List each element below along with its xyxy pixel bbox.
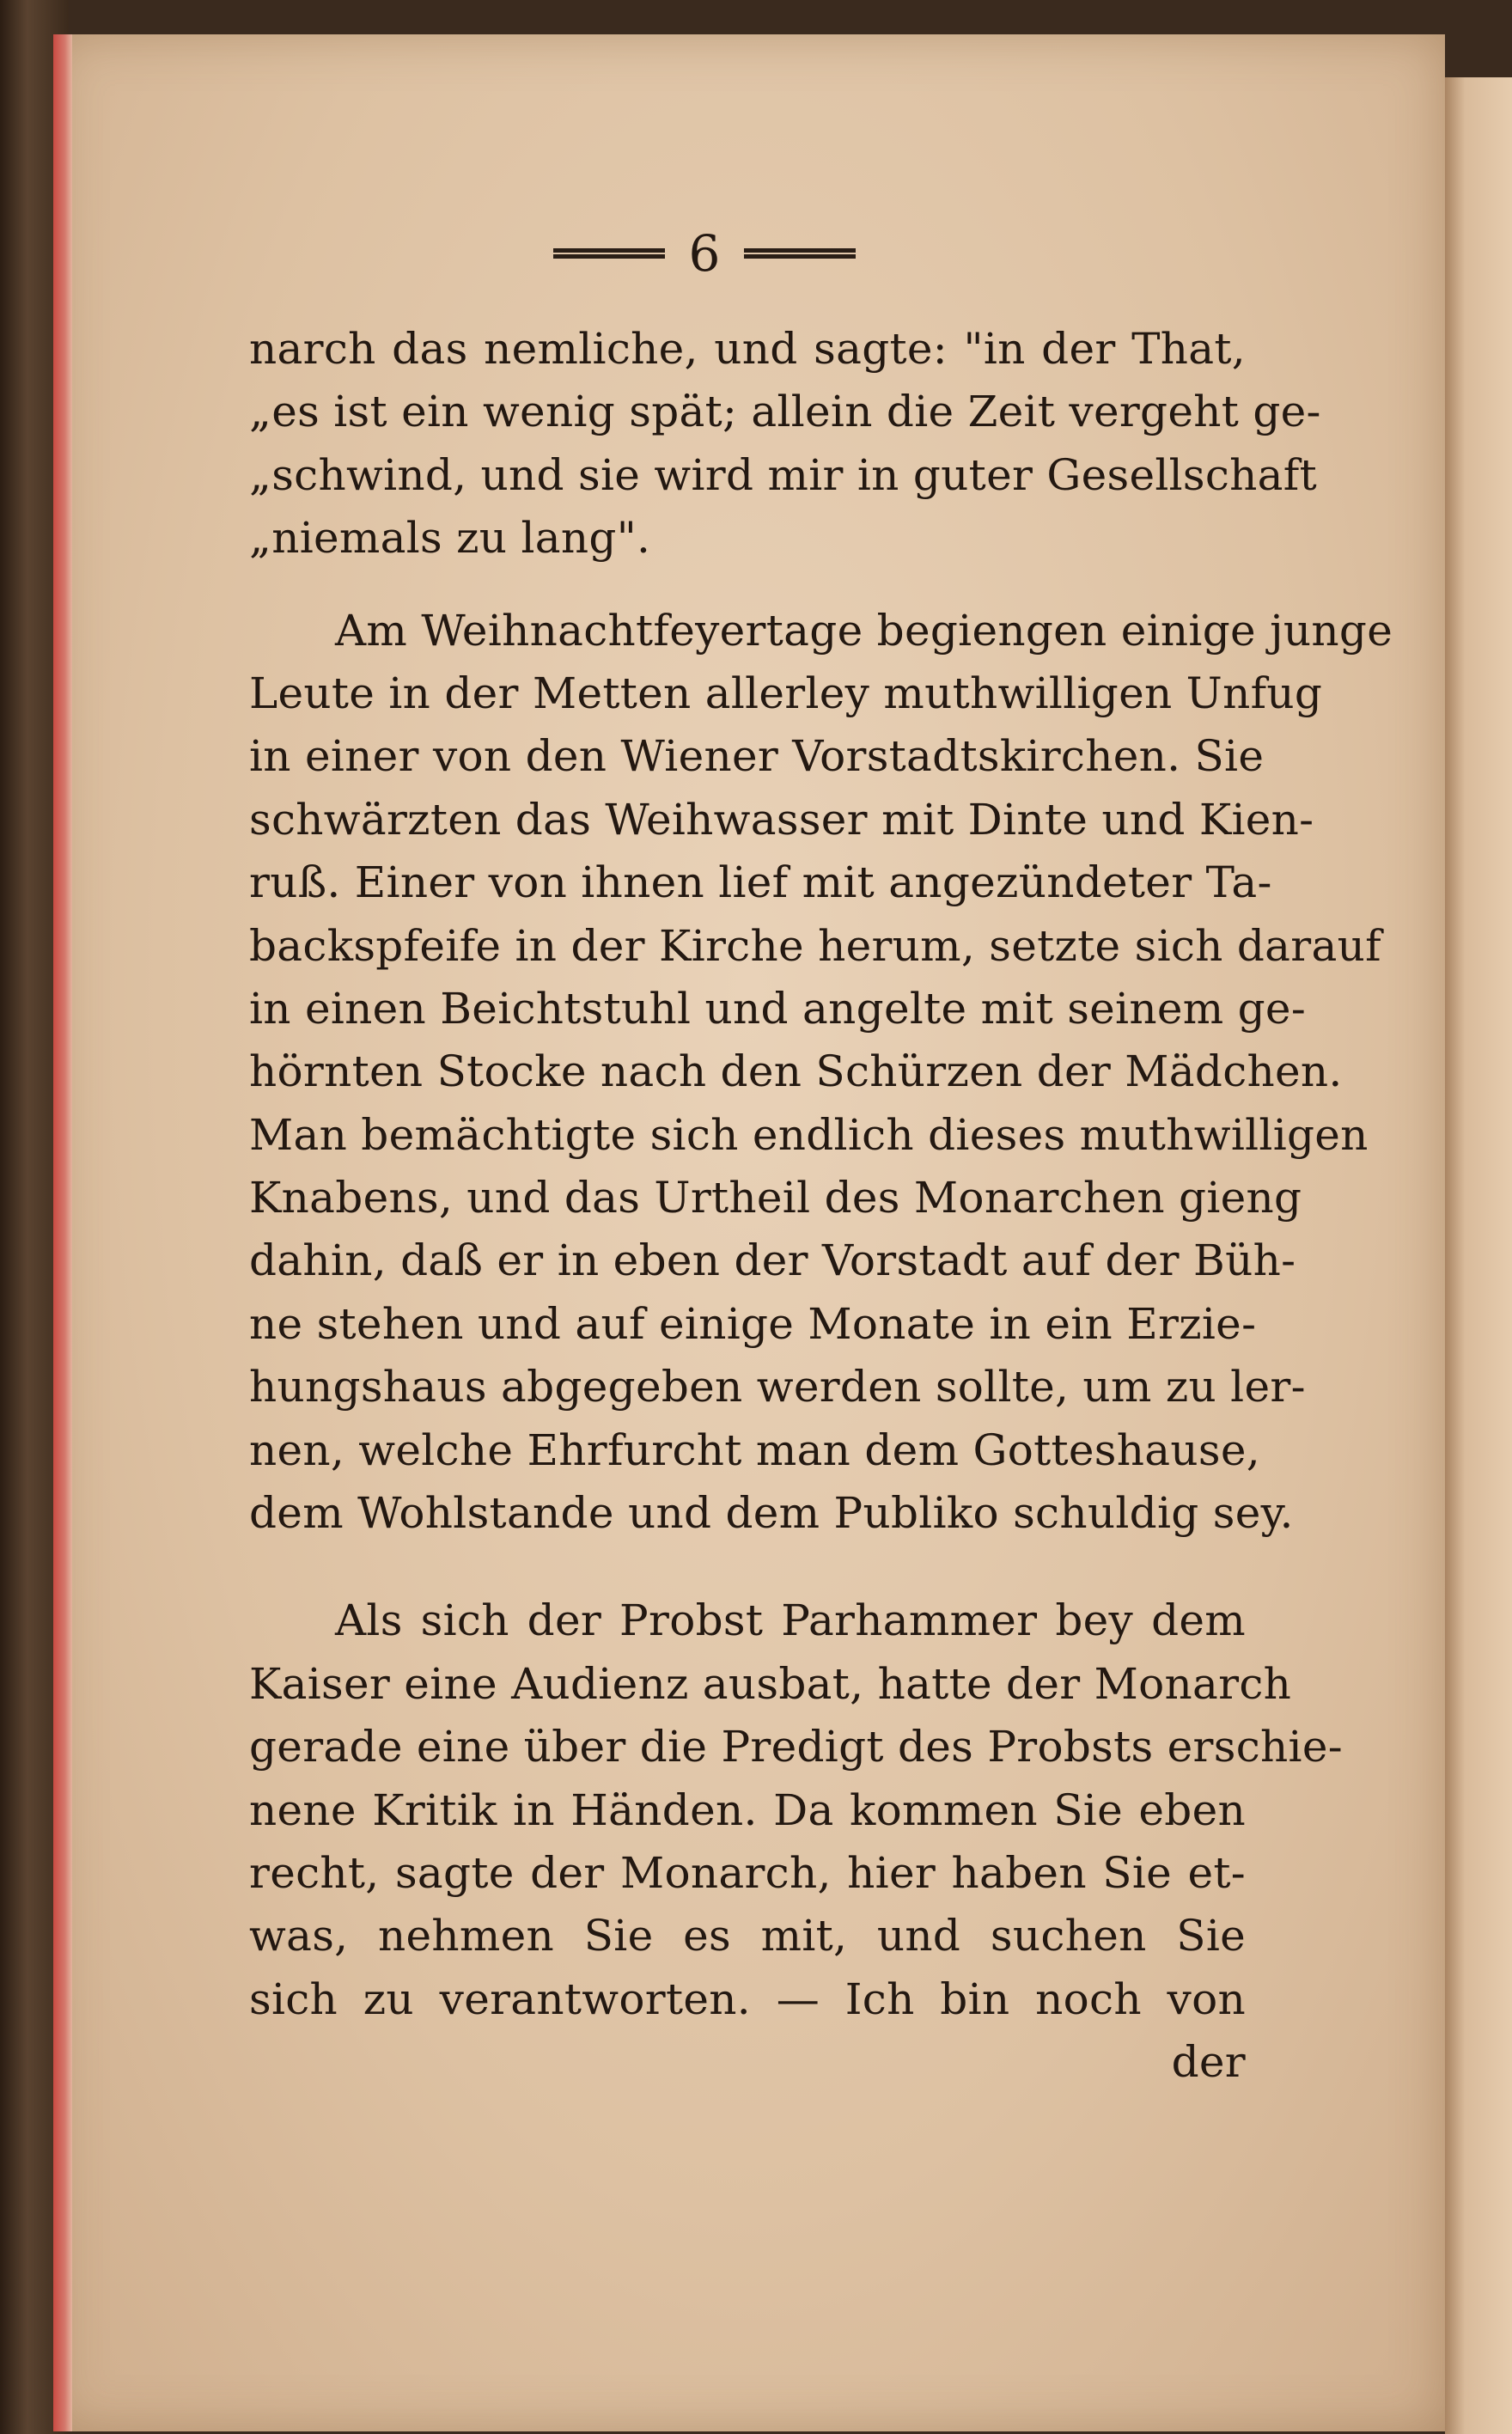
red-page-edge bbox=[53, 34, 72, 2431]
text-line: Kaiser eine Audienz ausbat, hatte der Monarch bbox=[249, 1658, 1292, 1709]
text-line: schwärzten das Weihwasser mit Dinte und Kien- bbox=[249, 794, 1314, 845]
text-line: „niemals zu lang". bbox=[249, 513, 651, 564]
text-line: sich zu verantworten. — Ich bin noch von bbox=[249, 1973, 1246, 2024]
text-line: backspfeife in der Kirche herum, setzte sich darauf bbox=[249, 920, 1381, 971]
text-line: dem Wohlstande und dem Publiko schuldig sey. bbox=[249, 1488, 1294, 1539]
text-line: in einer von den Wiener Vorstadtskirchen. Sie bbox=[249, 731, 1265, 782]
text-line: Knabens, und das Urtheil des Monarchen gieng bbox=[249, 1173, 1302, 1223]
text-line: recht, sagte der Monarch, hier haben Sie et- bbox=[249, 1847, 1246, 1898]
text-line: hungshaus abgegeben werden sollte, um zu ler- bbox=[249, 1362, 1306, 1412]
text-line: ne stehen und auf einige Monate in ein Erzie- bbox=[249, 1298, 1257, 1349]
text-line: narch das nemliche, und sagte: "in der That, bbox=[249, 324, 1246, 374]
text-line: Leute in der Metten allerley muthwilligen Unfug bbox=[249, 668, 1323, 718]
text-line: hörnten Stocke nach den Schürzen der Mädchen. bbox=[249, 1046, 1343, 1097]
text-line: Am Weihnachtfeyertage begiengen einige junge bbox=[335, 605, 1393, 656]
text-line: dahin, daß er in eben der Vorstadt auf der Büh- bbox=[249, 1235, 1296, 1286]
page-header bbox=[533, 219, 876, 288]
catchword: der bbox=[1171, 2037, 1246, 2088]
header-rule-right bbox=[744, 248, 856, 259]
header-rule-left bbox=[553, 248, 665, 259]
text-line: gerade eine über die Predigt des Probsts erschie- bbox=[249, 1722, 1343, 1772]
text-line: „es ist ein wenig spät; allein die Zeit vergeht ge- bbox=[249, 387, 1321, 437]
text-line: ruß. Einer von ihnen lief mit angezündeter Ta- bbox=[249, 857, 1272, 908]
text-line: in einen Beichtstuhl und angelte mit seinem ge- bbox=[249, 983, 1307, 1034]
text-line: „schwind, und sie wird mir in guter Gesellschaft bbox=[249, 449, 1317, 500]
body-text bbox=[249, 318, 1393, 2095]
text-line: was, nehmen Sie es mit, und suchen Sie bbox=[249, 1911, 1246, 1961]
text-line: nen, welche Ehrfurcht man dem Gotteshause, bbox=[249, 1424, 1260, 1475]
page-number: 6 bbox=[688, 224, 721, 283]
text-line: Man bemächtigte sich endlich dieses muthwilligen bbox=[249, 1109, 1369, 1160]
next-page-edge bbox=[1445, 77, 1512, 2434]
text-line: nene Kritik in Händen. Da kommen Sie eben bbox=[249, 1784, 1246, 1835]
text-line: Als sich der Probst Parhammer bey dem bbox=[335, 1595, 1246, 1646]
